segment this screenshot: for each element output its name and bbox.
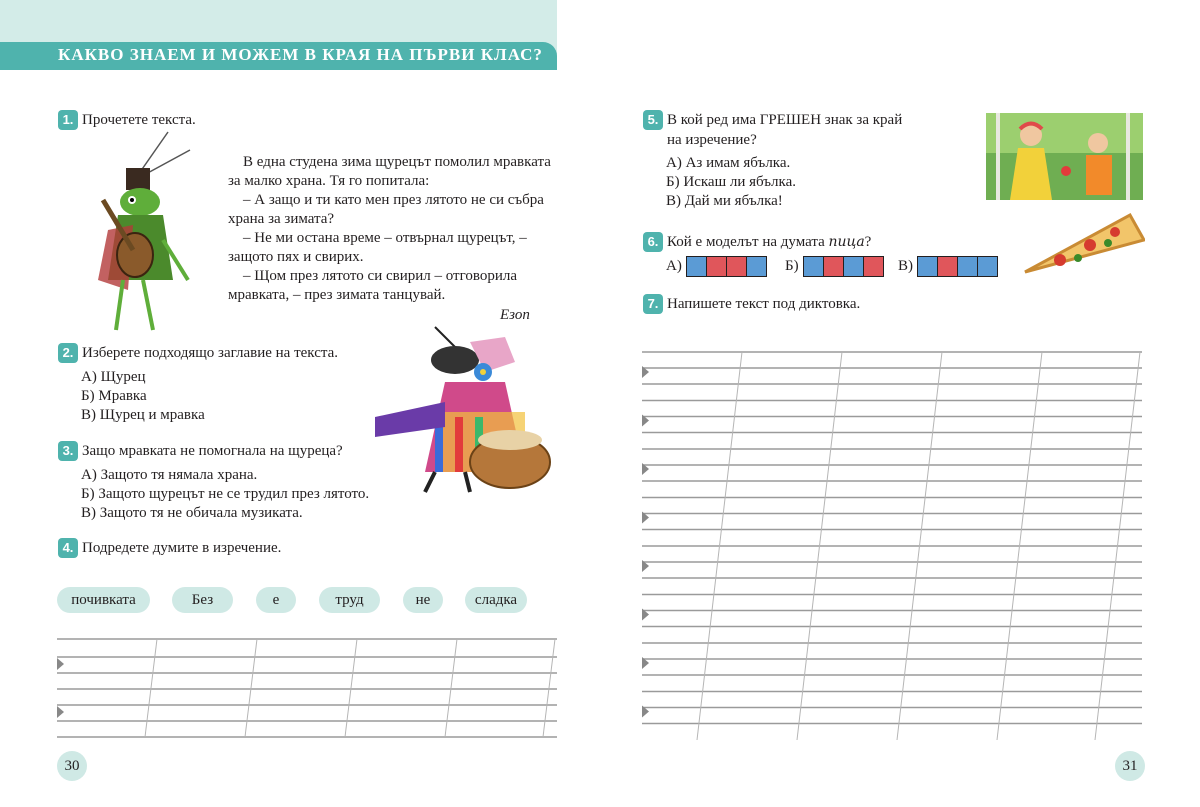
word-card[interactable]: Без	[172, 587, 233, 613]
word-card[interactable]: сладка	[465, 587, 527, 613]
page-number-left: 30	[57, 751, 87, 781]
consonant-cell	[978, 257, 997, 276]
task-text: Подредете думите в изречение.	[82, 540, 282, 556]
consonant-cell	[687, 257, 707, 276]
model-option-b[interactable]	[785, 256, 884, 277]
story-author: Езоп	[500, 307, 530, 323]
grasshopper-illustration	[78, 130, 198, 335]
task-5	[643, 110, 902, 150]
answer-option[interactable]: В) Щурец и мравка	[81, 407, 205, 423]
story-line: – Не ми остана време – отвърнал щурецът, – защото пях и свирих.	[228, 230, 527, 265]
word-card[interactable]: почивката	[57, 587, 150, 613]
consonant-cell	[844, 257, 864, 276]
vowel-cell	[727, 257, 747, 276]
task-1	[58, 110, 196, 130]
consonant-cell	[804, 257, 824, 276]
story-line: – Щом през лятото си свирил – отговорила мравката, – през зимата танцувай.	[228, 268, 518, 303]
model-label: Б)	[785, 258, 799, 274]
task-number: 6.	[643, 232, 663, 252]
task-text: на изречение?	[667, 132, 757, 148]
answer-option[interactable]: А) Аз имам ябълка.	[666, 155, 791, 171]
pizza-illustration	[1020, 210, 1145, 278]
children-photo	[986, 113, 1143, 200]
answer-option[interactable]: А) Щурец	[81, 369, 146, 385]
word-model	[917, 256, 998, 277]
task-7	[643, 294, 860, 314]
task-number: 7.	[643, 294, 663, 314]
model-option-c[interactable]	[898, 256, 998, 277]
task-text: Прочетете текста.	[82, 112, 196, 128]
vowel-cell	[938, 257, 958, 276]
consonant-cell	[918, 257, 938, 276]
answer-option[interactable]: Б) Мравка	[81, 388, 147, 404]
task-number: 1.	[58, 110, 78, 130]
model-label: В)	[898, 258, 913, 274]
task-6	[643, 232, 871, 252]
task-2-options	[81, 368, 205, 425]
ant-illustration	[375, 322, 555, 497]
task-3-options	[81, 466, 369, 523]
story-line: В една студена зима щурецът помолил мравката за малко храна. Тя го попитала:	[228, 154, 551, 189]
right-page	[600, 0, 1200, 807]
page-title: КАКВО ЗНАЕМ И МОЖЕМ В КРАЯ НА ПЪРВИ КЛАС?	[58, 45, 543, 64]
target-word: пица	[828, 234, 865, 250]
model-option-a[interactable]	[666, 256, 767, 277]
task-3	[58, 441, 343, 461]
writing-lines[interactable]	[57, 635, 560, 740]
word-card[interactable]: е	[256, 587, 296, 613]
model-label: А)	[666, 258, 682, 274]
task-text: Изберете подходящо заглавие на текста.	[82, 345, 339, 361]
task-number: 4.	[58, 538, 78, 558]
task-text: В кой ред има ГРЕШЕН знак за край	[667, 112, 903, 128]
consonant-cell	[747, 257, 766, 276]
task-text: Напишете текст под диктовка.	[667, 296, 861, 312]
task-number: 3.	[58, 441, 78, 461]
story-text	[228, 153, 558, 305]
answer-option[interactable]: Б) Искаш ли ябълка.	[666, 174, 796, 190]
word-card[interactable]: труд	[319, 587, 380, 613]
page-number-right: 31	[1115, 751, 1145, 781]
task-number: 5.	[643, 110, 663, 130]
vowel-cell	[864, 257, 883, 276]
answer-option[interactable]: В) Дай ми ябълка!	[666, 193, 783, 209]
task-text: Кой е моделът на думата	[667, 234, 825, 250]
task-2	[58, 343, 338, 363]
question-mark: ?	[864, 234, 872, 250]
task-number: 2.	[58, 343, 78, 363]
vowel-cell	[824, 257, 844, 276]
word-model	[686, 256, 767, 277]
vowel-cell	[707, 257, 727, 276]
consonant-cell	[958, 257, 978, 276]
word-model	[803, 256, 884, 277]
writing-lines[interactable]	[642, 348, 1145, 743]
answer-option[interactable]: А) Защото тя нямала храна.	[81, 467, 258, 483]
word-card[interactable]: не	[403, 587, 443, 613]
story-line: – А защо и ти като мен през лятото не си събра храна за зимата?	[228, 192, 544, 227]
task-text: Защо мравката не помогнала на щуреца?	[82, 443, 343, 459]
answer-option[interactable]: В) Защото тя не обичала музиката.	[81, 505, 303, 521]
task-5-options	[666, 154, 796, 211]
task-4	[58, 538, 281, 558]
answer-option[interactable]: Б) Защото щурецът не се трудил през лятото.	[81, 486, 370, 502]
